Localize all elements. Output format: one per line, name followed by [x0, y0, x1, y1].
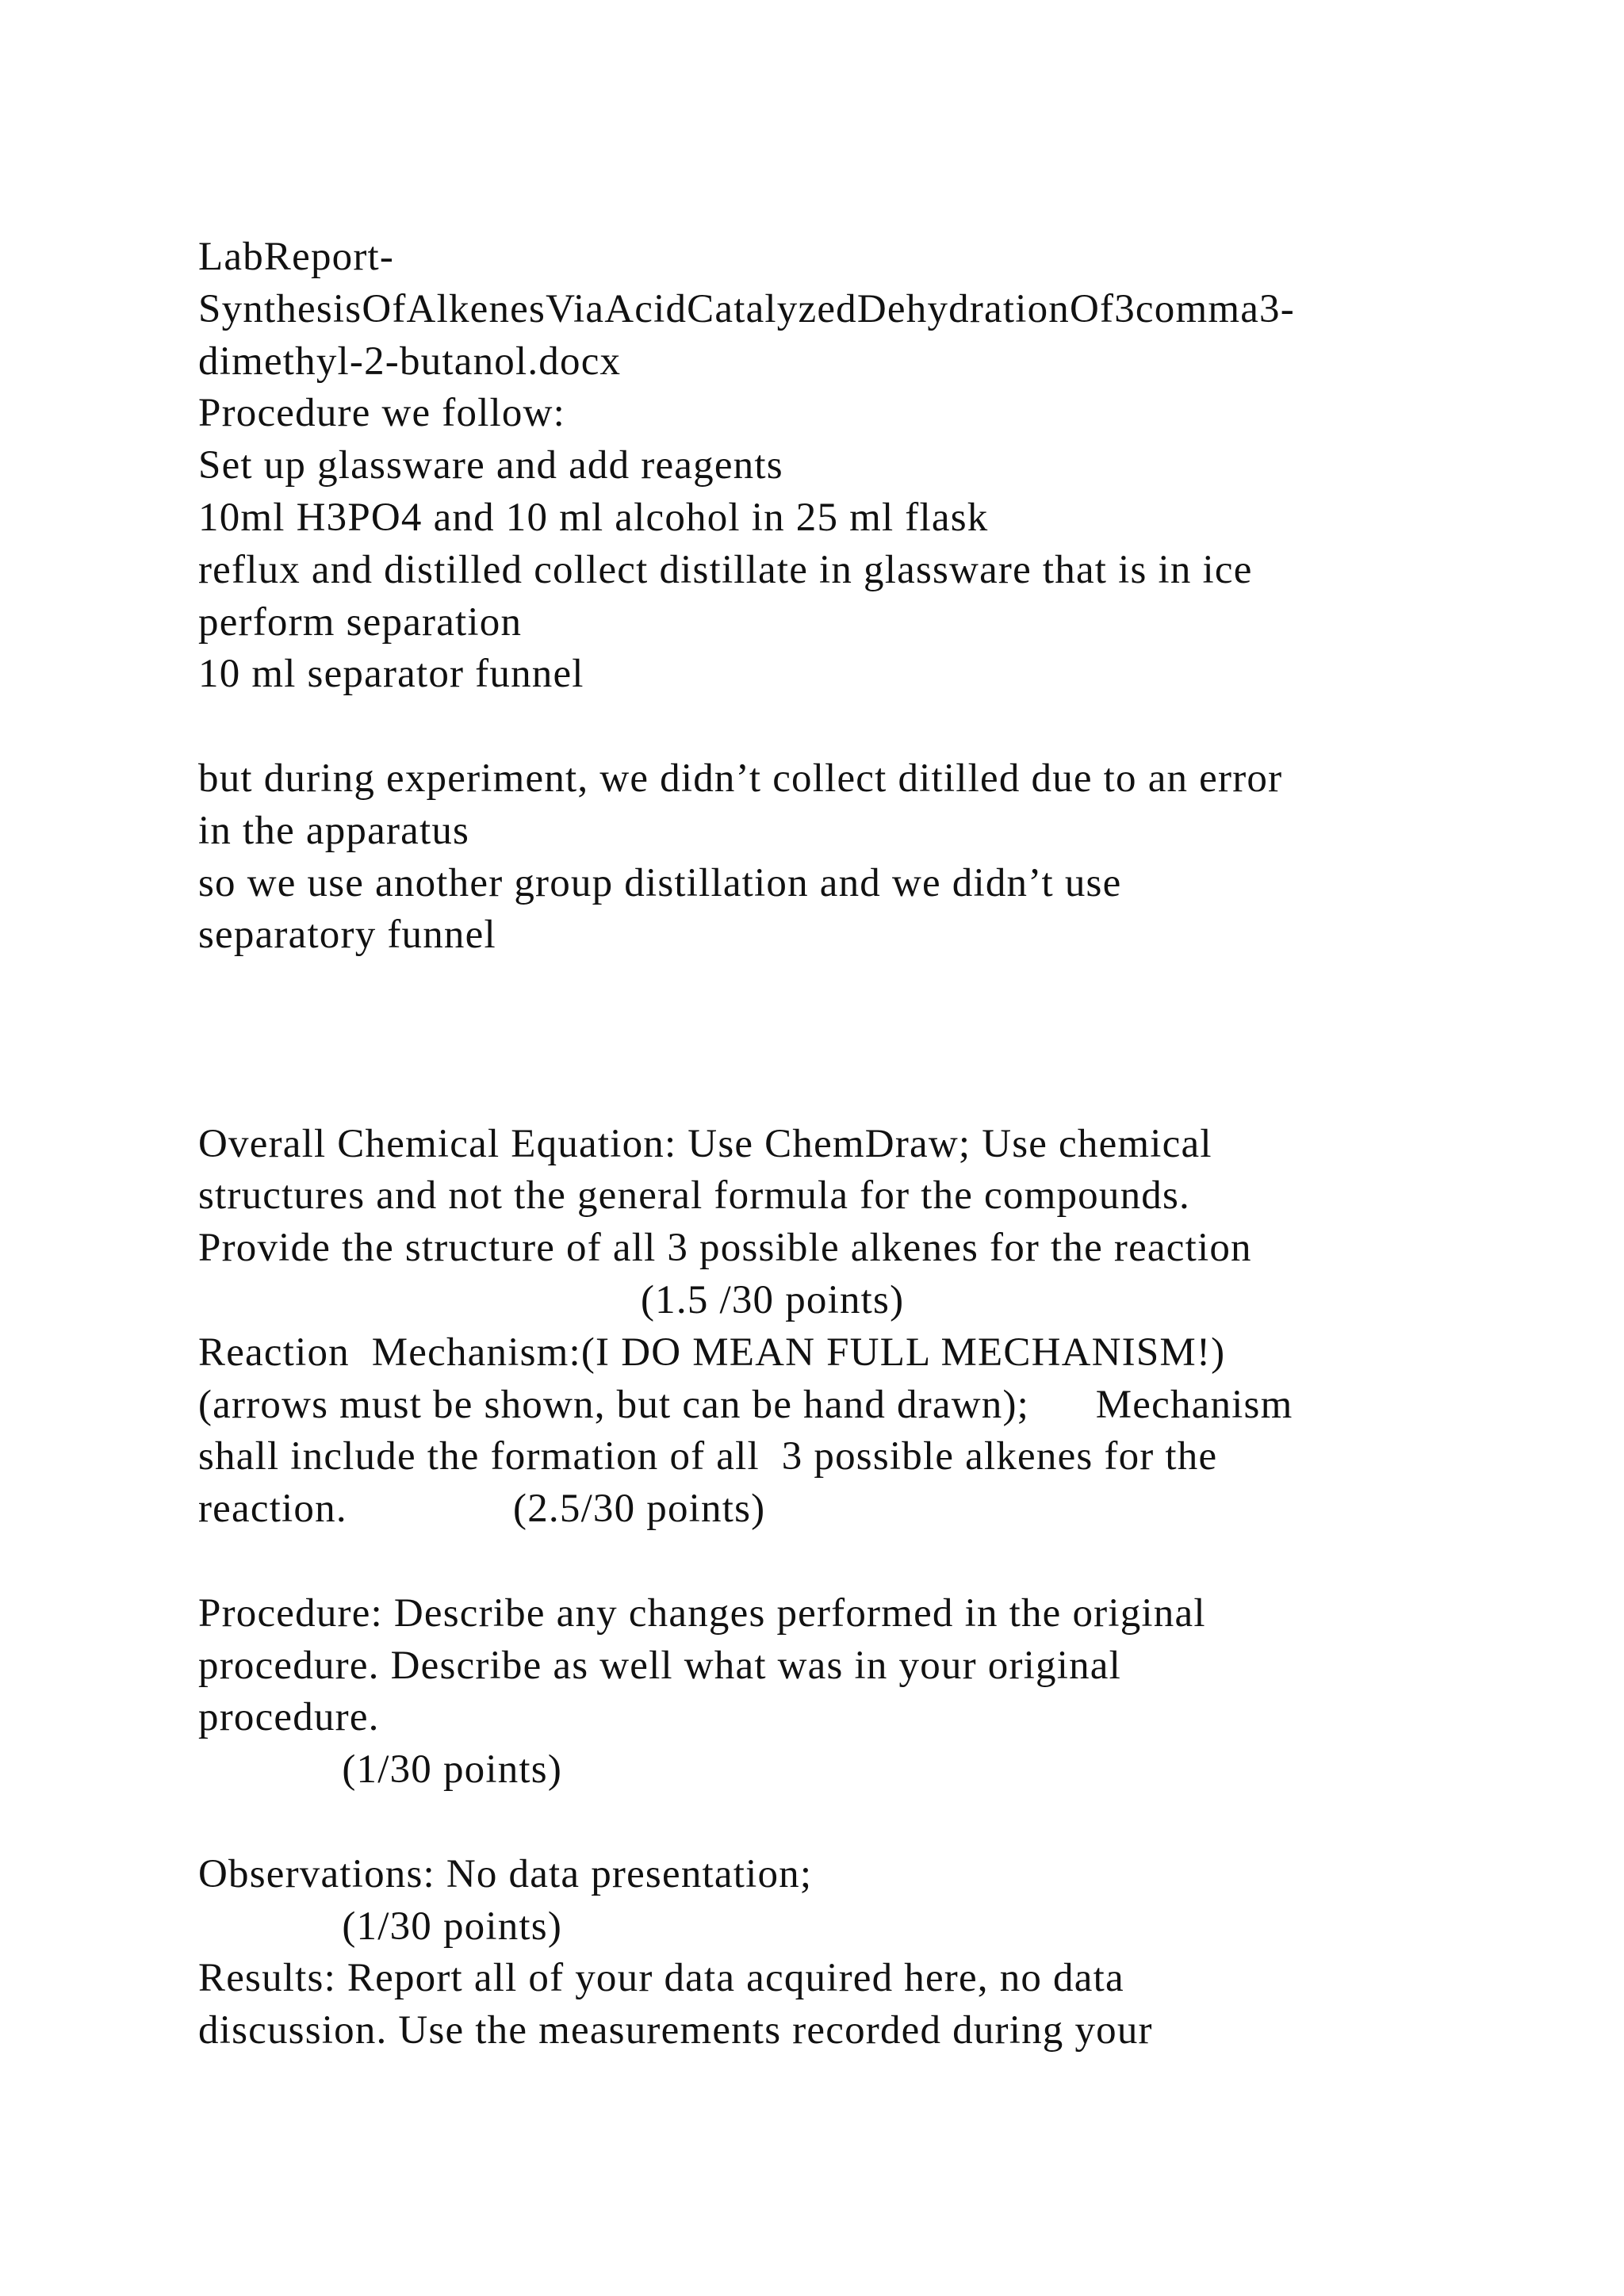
text-line: reaction. (2.5/30 points) [198, 1487, 766, 1532]
text-line: Overall Chemical Equation: Use ChemDraw; Use chemical [198, 1121, 1212, 1166]
text-line: 10 ml separator funnel [198, 652, 584, 697]
text-line: so we use another group distillation and we didn’t use [198, 860, 1122, 905]
text-line: Observations: No data presentation; [198, 1851, 813, 1896]
text-line: SynthesisOfAlkenesViaAcidCatalyzedDehydrationOf3comma3- [198, 286, 1295, 331]
blank-line [198, 701, 1546, 753]
text-line: dimethyl-2-butanol.docx [198, 339, 622, 384]
text-line: Set up glassware and add reagents [198, 443, 783, 488]
text-line: procedure. Describe as well what was in your original [198, 1643, 1121, 1688]
text-line: LabReport- [198, 235, 395, 279]
blank-line [198, 1066, 1546, 1119]
text-line: (arrows must be shown, but can be hand drawn); Mechanism [198, 1382, 1293, 1427]
blank-line [198, 1536, 1546, 1588]
text-line: structures and not the general formula for the compounds. [198, 1173, 1190, 1219]
text-line: Procedure we follow: [198, 391, 566, 436]
text-line: discussion. Use the measurements recorded during your [198, 2008, 1153, 2053]
text-line: procedure. [198, 1695, 380, 1740]
text-line: Results: Report all of your data acquired here, no data [198, 1956, 1124, 2001]
blank-line [198, 1797, 1546, 1849]
text-line: shall include the formation of all 3 possible alkenes for the [198, 1434, 1218, 1479]
document-body [198, 232, 1546, 2057]
text-line: Procedure: Describe any changes performed in the original [198, 1590, 1206, 1636]
text-line: but during experiment, we didn’t collect ditilled due to an error [198, 756, 1283, 801]
text-line: separatory funnel [198, 913, 496, 958]
text-line: reflux and distilled collect distillate in glassware that is in ice [198, 547, 1253, 592]
blank-line [198, 1014, 1546, 1066]
points-line: (1/30 points) [198, 1904, 563, 1949]
text-line: 10ml H3PO4 and 10 ml alcohol in 25 ml flask [198, 495, 989, 540]
text-line: Provide the structure of all 3 possible alkenes for the reaction [198, 1226, 1252, 1271]
text-line: in the apparatus [198, 808, 470, 853]
text-line: perform separation [198, 599, 523, 645]
points-line: (1.5 /30 points) [198, 1277, 905, 1322]
text-line: Reaction Mechanism:(I DO MEAN FULL MECHANISM!) [198, 1330, 1226, 1375]
blank-line [198, 962, 1546, 1014]
points-line: (1/30 points) [198, 1747, 563, 1793]
